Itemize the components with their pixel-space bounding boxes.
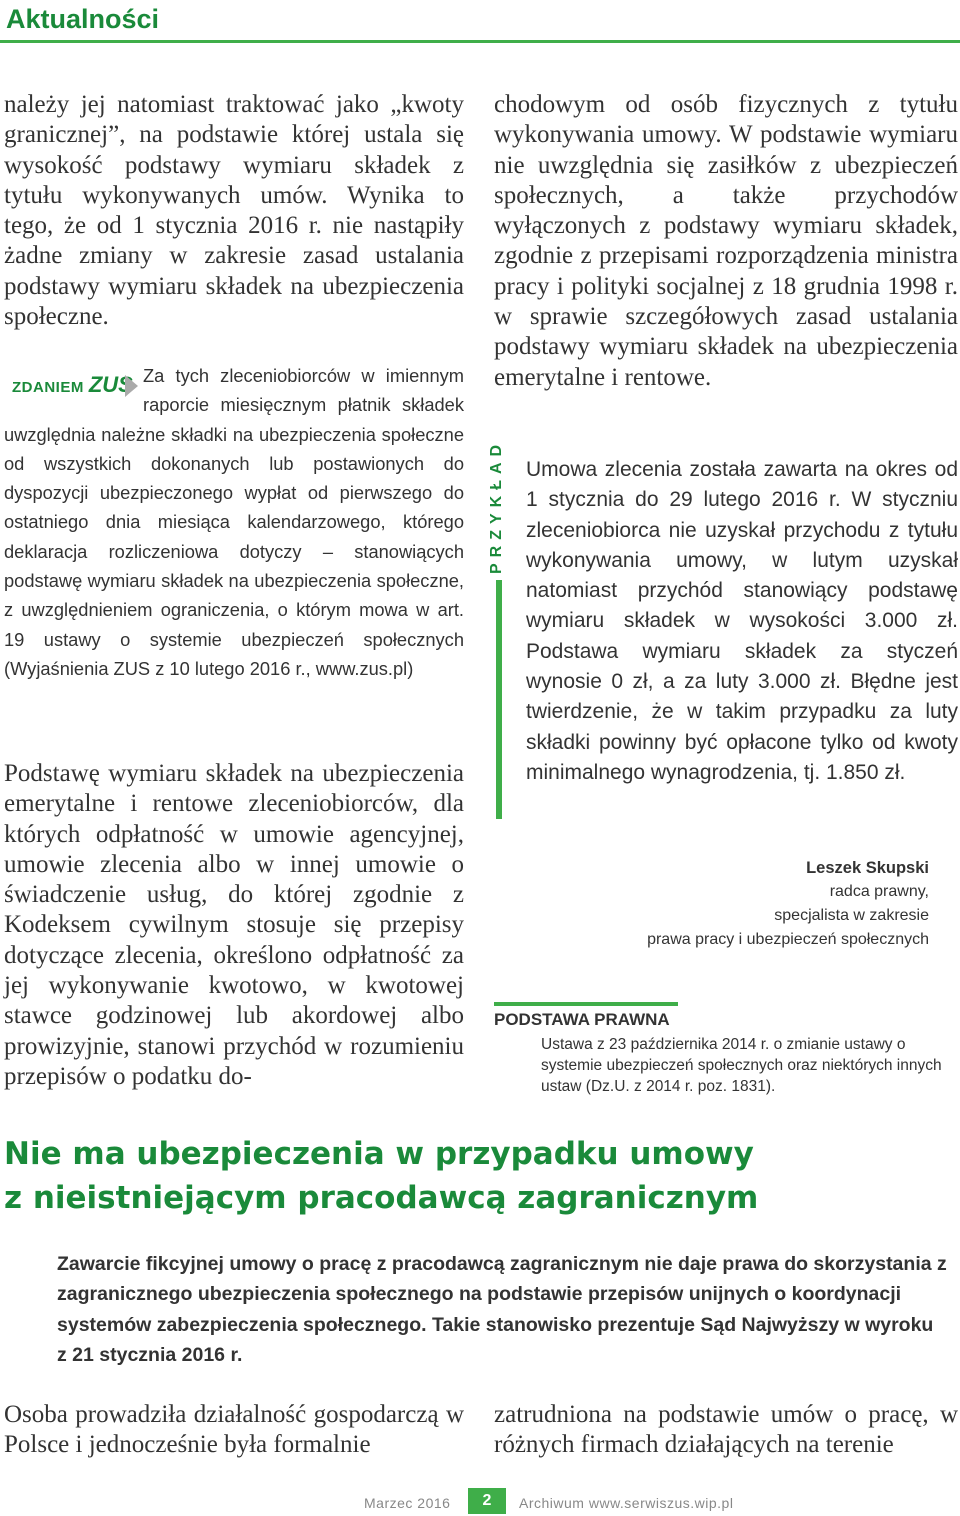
header-rule — [0, 40, 960, 43]
bottom-left-paragraph — [4, 1400, 464, 1461]
zus-opinion-text-block — [4, 361, 464, 683]
article-lead: Zawarcie fikcyjnej umowy o pracę z pracodawcą zagranicznym nie daje prawa do skorzystania z zagranicznego ubezpieczenia społecznego na podstawie przepisów unijnych o koordynacji systemów zabezpieczenia społecznego. Takie stanowisko prezentuje Sąd Najwyższy w wyroku z 21 stycznia 2016 r. — [57, 1253, 947, 1366]
legal-basis-title: PODSTAWA PRAWNA — [494, 1010, 670, 1029]
bottom-right-paragraph — [494, 1400, 958, 1461]
zus-badge — [12, 372, 133, 398]
headline-line-1: Nie ma ubezpieczenia w przypadku umowy — [4, 1136, 754, 1172]
bottom-right-text: zatrudniona na podstawie umów o pracę, w różnych firmach działających na terenie — [494, 1401, 958, 1459]
legal-basis-text: Ustawa z 23 października 2014 r. o zmianie ustawy o systemie ubezpieczeń społecznych oraz niektórych innych ustaw (Dz.U. z 2014 r. poz. 1831). — [541, 1036, 942, 1095]
left-main-paragraph — [4, 759, 464, 1092]
example-label — [486, 438, 516, 592]
author-title-3: prawa pracy i ubezpieczeń społecznych — [647, 931, 929, 948]
footer-issue: Marzec 2016 — [364, 1495, 451, 1511]
header-bar — [0, 0, 960, 40]
zus-opinion-text: Za tych zleceniobiorców w imiennym raporcie miesięcznym płatnik składek uwzględnia należne składki na ubezpieczenia społeczne od wszystkich dokonanych lub postawionych do dyspozycji ubezpieczonego wypłat od pierwszego do ostatniego dnia miesiąca kalendarzowego, którego deklaracja rozliczeniowa dotyczy – stanowiących podstawę wymiaru składek na ubezpieczenia społeczne, z uwzględnieniem ograniczenia, o którym mowa w art. 19 ustawy o systemie ubezpieczeń społecznych (Wyjaśnienia ZUS z 10 lutego 2016 r., www.zus.pl) — [4, 365, 464, 679]
article-headline — [4, 1132, 954, 1220]
headline-line-2: z nieistniejącym pracodawcą zagranicznym — [4, 1180, 759, 1216]
zus-opinion-box — [4, 361, 464, 683]
bottom-left-text: Osoba prowadziła działalność gospodarczą w Polsce i jednocześnie była formalnie — [4, 1401, 464, 1459]
arrow-icon — [125, 375, 138, 397]
zus-badge-big: ZUS — [88, 372, 133, 397]
author-title-1: radca prawny, — [829, 883, 929, 900]
left-intro-text: należy jej natomiast traktować jako „kwoty granicznej”, na podstawie której ustala się wysokość podstawy wymiaru składek z tytułu wykonywanych umów. Wynika to tego, że od 1 stycznia 2016 r. nie nastąpiły żadne zmiany w zakresie zasad ustalania podstawy wymiaru składek na ubezpieczenia społeczne. — [4, 91, 464, 331]
left-main-text: Podstawę wymiaru składek na ubezpieczenia emerytalne i rentowe zleceniobiorców, dla których odpłatność w umowie agencyjnej, umowie zlecenia albo w innej umowie o świadczenie usług, do której zgodnie z Kodeksem cywilnym stosuje się przepisy dotyczące zlecenia, określono odpłatność za jej wykonywanie kwotowo, w kwotowej stawce godzinowej lub akordowej albo prowizyjnie, stanowi przychód w rozumieniu przepisów o podatku do- — [4, 760, 464, 1090]
footer-archive-link[interactable]: Archiwum www.serwiszus.wip.pl — [519, 1495, 734, 1511]
author-signature — [647, 856, 929, 952]
author-title-2: specjalista w zakresie — [774, 907, 929, 924]
page-footer — [0, 1488, 960, 1516]
right-intro-text: chodowym od osób fizycznych z tytułu wykonywania umowy. W podstawie wymiaru nie uwzględnia się zasiłków z ubezpieczeń społecznych, a także przychodów wyłączonych z podstawy wymiaru składek, zgodnie z przepisami rozporządzenia ministra pracy i polityki socjalnej z 18 grudnia 1998 r. w sprawie szczegółowych zasad ustalania podstawy wymiaru składek na ubezpieczenia emerytalne i rentowe. — [494, 91, 958, 391]
page-number: 2 — [468, 1488, 506, 1514]
section-title: Aktualności — [6, 4, 160, 34]
example-label-text: PRZYKŁAD — [488, 433, 506, 580]
legal-basis-rule — [494, 1002, 678, 1006]
author-name: Leszek Skupski — [806, 859, 929, 877]
right-intro-paragraph — [494, 90, 958, 393]
left-intro-paragraph — [4, 90, 464, 332]
zus-badge-small: ZDANIEM — [12, 379, 84, 396]
example-text: Umowa zlecenia została zawarta na okres od 1 stycznia do 29 lutego 2016 r. W styczniu zleceniobiorca nie uzyskał przychodu z tytułu wykonywania umowy, w lutym uzyskał natomiast przychód stanowiący podstawę wymiaru składek w wysokości 3.000 zł. Podstawa wymiaru składek za styczeń wynosie 0 zł, a za luty 3.000 zł. Błędne jest twierdzenie, że w takim przypadku za luty składki powinny być opłacone tylko od kwoty minimalnego wynagrodzenia, tj. 1.850 zł. — [526, 458, 958, 784]
